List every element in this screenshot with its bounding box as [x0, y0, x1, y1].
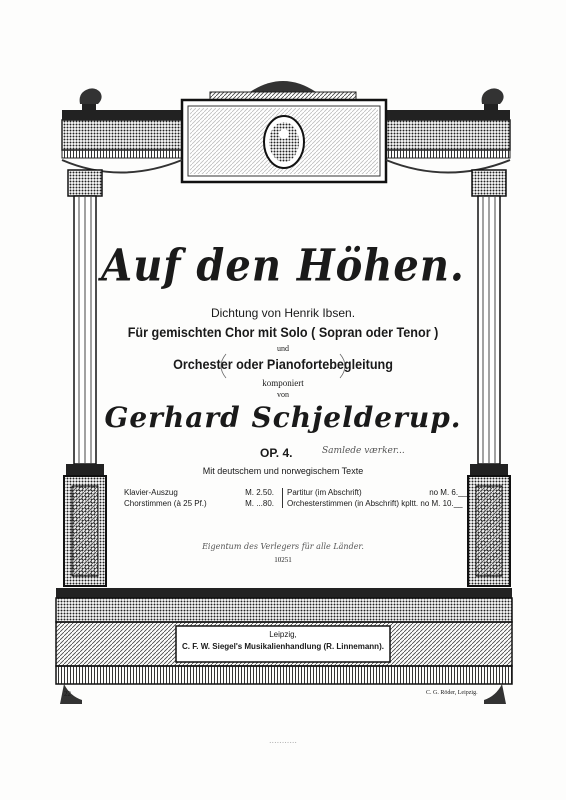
price-value: M. 2.50. [245, 488, 274, 497]
poet-credit: Dichtung von Henrik Ibsen. [210, 306, 356, 320]
price-label: Partitur (im Abschrift) [287, 488, 362, 497]
price-list-left [124, 488, 274, 508]
plate-number: 10251 [274, 556, 292, 564]
left-pedestal [64, 464, 106, 586]
composed-line: komponiert [262, 378, 304, 388]
page-number: 22 [64, 690, 71, 698]
price-list-right [282, 488, 467, 508]
rights-notice: Eigentum des Verlegers für alle Länder. [202, 542, 364, 551]
right-urn-ornament [482, 88, 504, 110]
left-urn-ornament [80, 88, 102, 110]
imprint-publisher: C. F. W. Siegel's Musikalienhandlung (R. Linnemann). [182, 642, 384, 651]
left-column-capital [68, 170, 102, 196]
accompaniment-line: Orchester oder Pianofortebegleitung [173, 356, 393, 372]
imprint-city: Leipzig, [269, 630, 297, 639]
printer-credit: C. G. Röder, Leipzig. [426, 690, 478, 696]
opus-handwritten-note: Samlede værker... [322, 446, 405, 456]
right-pedestal [468, 464, 510, 586]
price-value: M. ...80. [245, 499, 274, 508]
work-title: Auf den Höhen. [101, 239, 465, 292]
and-line: und [277, 344, 289, 353]
price-label: Orchesterstimmen (in Abschrift) kpltt. no M. 10.__ [287, 499, 463, 508]
by-line: von [277, 390, 289, 399]
central-cartouche [182, 100, 386, 182]
top-crest-ornament [210, 81, 356, 100]
composer-name: Gerhard Schjelderup. [104, 401, 462, 434]
faint-bottom-note: ........... [269, 736, 297, 745]
languages-line: Mit deutschem und norwegischem Texte [202, 466, 364, 476]
voicing-line: Für gemischten Chor mit Solo ( Sopran oder Tenor ) [127, 324, 439, 340]
price-label: Chorstimmen (à 25 Pf.) [124, 499, 207, 508]
opus-number: OP. 4. [260, 446, 293, 460]
price-value: no M. 6.__ [429, 488, 467, 497]
price-label: Klavier-Auszug [124, 488, 178, 497]
right-column-capital [472, 170, 506, 196]
